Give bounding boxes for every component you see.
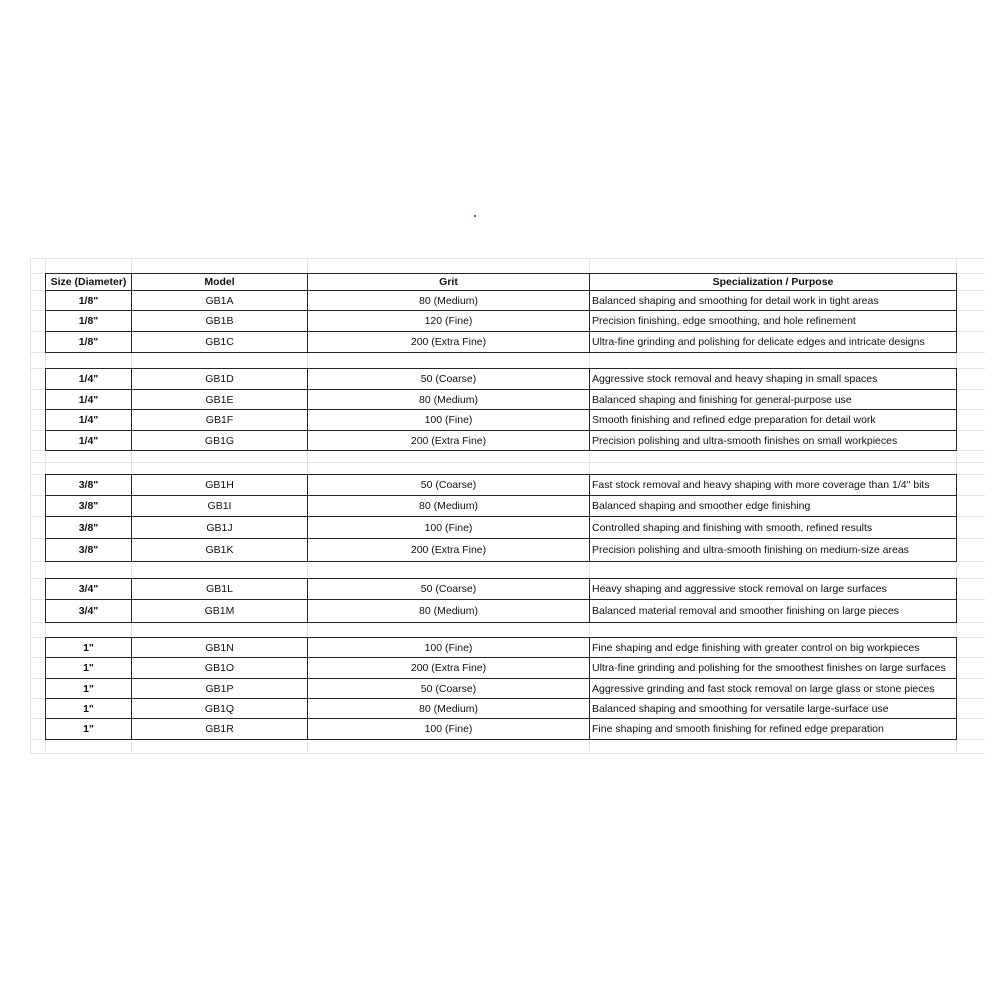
cell-size[interactable] [45, 310, 132, 332]
cell-grit-text: 50 (Coarse) [420, 479, 477, 491]
cell-grit-text: 100 (Fine) [424, 641, 473, 654]
cell-size[interactable] [45, 678, 132, 699]
cell-size[interactable] [45, 389, 132, 410]
cell-model[interactable] [131, 409, 308, 431]
cell-purpose[interactable] [589, 538, 957, 562]
cell-grit[interactable] [307, 331, 590, 353]
cell-size[interactable] [45, 474, 132, 496]
cell-purpose[interactable] [589, 368, 957, 390]
cell-purpose[interactable] [589, 310, 957, 332]
cell-grit[interactable] [307, 657, 590, 679]
cell-size[interactable] [45, 578, 132, 600]
cell-model[interactable] [131, 718, 308, 740]
cell-model-text: GB1M [204, 605, 235, 617]
cell-size[interactable] [45, 599, 132, 623]
cell-size-text: 1/8" [78, 336, 99, 348]
cell-model[interactable] [131, 637, 308, 658]
cell-size[interactable] [45, 430, 132, 451]
header-model[interactable] [131, 273, 308, 291]
cell-model[interactable] [131, 599, 308, 623]
cell-purpose-text: Aggressive stock removal and heavy shaping in small spaces [592, 373, 878, 385]
cell-model[interactable] [131, 678, 308, 699]
gridline-row [30, 753, 985, 754]
cell-purpose-text: Controlled shaping and finishing with smooth, refined results [592, 521, 873, 534]
cell-size[interactable] [45, 495, 132, 517]
cell-size[interactable] [45, 657, 132, 679]
cell-purpose[interactable] [589, 678, 957, 699]
cell-grit[interactable] [307, 678, 590, 699]
cell-model-text: GB1Q [204, 702, 235, 715]
cell-model[interactable] [131, 290, 308, 311]
cell-size-text: 1" [83, 723, 94, 735]
cell-grit[interactable] [307, 474, 590, 496]
cell-model-text: GB1C [205, 336, 234, 348]
cell-grit-text: 80 (Medium) [419, 294, 478, 307]
cell-grit[interactable] [307, 516, 590, 539]
cell-grit[interactable] [307, 637, 590, 658]
cell-size-text: 1/4" [78, 434, 99, 447]
cell-grit[interactable] [307, 538, 590, 562]
cell-grit[interactable] [307, 578, 590, 600]
cell-size[interactable] [45, 290, 132, 311]
cell-size[interactable] [45, 516, 132, 539]
cell-grit[interactable] [307, 389, 590, 410]
cell-size-text: 3/4" [78, 605, 99, 617]
cell-size[interactable] [45, 698, 132, 719]
cell-model-text: GB1I [207, 500, 232, 512]
cell-grit-text: 50 (Coarse) [420, 373, 477, 385]
header-model-text: Model [204, 276, 235, 288]
cell-grit-text: 120 (Fine) [424, 315, 473, 327]
cell-model-text: GB1K [205, 544, 234, 556]
cell-model-text: GB1A [205, 294, 234, 307]
header-size[interactable] [45, 273, 132, 291]
cell-purpose[interactable] [589, 290, 957, 311]
cell-purpose-text: Precision polishing and ultra-smooth finishes on small workpieces [592, 434, 898, 447]
cell-grit[interactable] [307, 698, 590, 719]
cell-grit[interactable] [307, 430, 590, 451]
cell-model-text: GB1P [205, 682, 234, 695]
cell-purpose[interactable] [589, 718, 957, 740]
cell-model[interactable] [131, 430, 308, 451]
cell-purpose-text: Heavy shaping and aggressive stock removal on large surfaces [592, 583, 887, 595]
cell-size-text: 1" [83, 641, 94, 654]
cell-grit[interactable] [307, 599, 590, 623]
cell-model-text: GB1L [206, 583, 233, 595]
cell-grit-text: 200 (Extra Fine) [410, 434, 487, 447]
cell-size-text: 3/4" [78, 583, 99, 595]
cell-purpose[interactable] [589, 516, 957, 539]
cell-purpose[interactable] [589, 599, 957, 623]
cell-size-text: 3/8" [78, 521, 99, 534]
cell-model-text: GB1R [205, 723, 234, 735]
cell-model-text: GB1B [205, 315, 234, 327]
cell-model-text: GB1J [206, 521, 233, 534]
cell-model-text: GB1E [205, 393, 234, 406]
cell-purpose[interactable] [589, 474, 957, 496]
cell-size[interactable] [45, 409, 132, 431]
cell-purpose[interactable] [589, 637, 957, 658]
cell-size-text: 1/4" [78, 373, 99, 385]
cell-size[interactable] [45, 368, 132, 390]
cell-purpose-text: Balanced material removal and smoother finishing on large pieces [592, 605, 900, 617]
cell-size-text: 3/8" [78, 500, 99, 512]
cell-model[interactable] [131, 474, 308, 496]
cell-model[interactable] [131, 538, 308, 562]
cell-purpose-text: Balanced shaping and smoothing for versatile large-surface use [592, 702, 889, 715]
cell-model-text: GB1D [205, 373, 234, 385]
cell-model[interactable] [131, 516, 308, 539]
cell-model-text: GB1H [205, 479, 234, 491]
gridline-col [30, 258, 31, 753]
cell-purpose[interactable] [589, 495, 957, 517]
cell-model-text: GB1F [205, 414, 234, 426]
cell-purpose-text: Balanced shaping and finishing for general-purpose use [592, 393, 852, 406]
header-size-text: Size (Diameter) [50, 276, 127, 288]
cell-purpose-text: Precision polishing and ultra-smooth finishing on medium-size areas [592, 544, 909, 556]
cell-grit-text: 100 (Fine) [424, 414, 473, 426]
cell-model[interactable] [131, 310, 308, 332]
cell-size-text: 1/4" [78, 393, 99, 406]
cell-model[interactable] [131, 495, 308, 517]
cell-model[interactable] [131, 368, 308, 390]
gridline-row [30, 258, 985, 259]
cell-grit[interactable] [307, 368, 590, 390]
cell-purpose[interactable] [589, 430, 957, 451]
cell-size-text: 1/8" [78, 294, 99, 307]
cell-purpose[interactable] [589, 389, 957, 410]
cell-purpose-text: Precision finishing, edge smoothing, and hole refinement [592, 315, 856, 327]
cell-size[interactable] [45, 331, 132, 353]
cell-size-text: 3/8" [78, 479, 99, 491]
cell-purpose-text: Fine shaping and smooth finishing for refined edge preparation [592, 723, 884, 735]
header-purpose[interactable] [589, 273, 957, 291]
cell-grit-text: 200 (Extra Fine) [410, 336, 487, 348]
cell-size-text: 1" [83, 702, 94, 715]
header-purpose-text: Specialization / Purpose [712, 276, 834, 288]
cell-grit-text: 100 (Fine) [424, 723, 473, 735]
cell-grit-text: 80 (Medium) [419, 605, 478, 617]
cell-purpose-text: Ultra-fine grinding and polishing for the smoothest finishes on large surfaces [592, 662, 946, 674]
cell-grit-text: 200 (Extra Fine) [410, 544, 487, 556]
cell-model[interactable] [131, 657, 308, 679]
cell-grit[interactable] [307, 718, 590, 740]
cell-model[interactable] [131, 698, 308, 719]
cell-purpose[interactable] [589, 331, 957, 353]
red-dot-mark [474, 215, 476, 217]
cell-size-text: 1" [83, 662, 94, 674]
header-grit-text: Grit [439, 276, 458, 288]
cell-grit-text: 50 (Coarse) [420, 583, 477, 595]
cell-grit[interactable] [307, 495, 590, 517]
cell-size-text: 3/8" [78, 544, 99, 556]
cell-grit-text: 50 (Coarse) [420, 682, 477, 695]
cell-purpose[interactable] [589, 698, 957, 719]
cell-size[interactable] [45, 538, 132, 562]
cell-purpose[interactable] [589, 409, 957, 431]
cell-purpose-text: Fast stock removal and heavy shaping with more coverage than 1/4" bits [592, 479, 930, 491]
cell-purpose[interactable] [589, 578, 957, 600]
cell-purpose-text: Aggressive grinding and fast stock removal on large glass or stone pieces [592, 682, 935, 695]
cell-size[interactable] [45, 637, 132, 658]
cell-purpose-text: Smooth finishing and refined edge preparation for detail work [592, 414, 876, 426]
cell-size-text: 1/4" [78, 414, 99, 426]
cell-model[interactable] [131, 578, 308, 600]
cell-size-text: 1/8" [78, 315, 99, 327]
cell-grit-text: 200 (Extra Fine) [410, 662, 487, 674]
cell-purpose-text: Ultra-fine grinding and polishing for delicate edges and intricate designs [592, 336, 925, 348]
cell-purpose-text: Fine shaping and edge finishing with greater control on big workpieces [592, 641, 920, 654]
cell-model-text: GB1G [204, 434, 235, 447]
cell-model[interactable] [131, 389, 308, 410]
gridline-row [30, 462, 985, 463]
header-grit[interactable] [307, 273, 590, 291]
cell-grit-text: 80 (Medium) [419, 702, 478, 715]
cell-purpose[interactable] [589, 657, 957, 679]
cell-purpose-text: Balanced shaping and smoothing for detail work in tight areas [592, 294, 879, 307]
cell-grit[interactable] [307, 409, 590, 431]
cell-model-text: GB1N [205, 641, 234, 654]
cell-model[interactable] [131, 331, 308, 353]
cell-grit-text: 80 (Medium) [419, 500, 478, 512]
cell-size-text: 1" [83, 682, 94, 695]
cell-grit-text: 80 (Medium) [419, 393, 478, 406]
cell-purpose-text: Balanced shaping and smoother edge finishing [592, 500, 811, 512]
cell-grit-text: 100 (Fine) [424, 521, 473, 534]
cell-model-text: GB1O [204, 662, 235, 674]
cell-size[interactable] [45, 718, 132, 740]
cell-grit[interactable] [307, 290, 590, 311]
cell-grit[interactable] [307, 310, 590, 332]
